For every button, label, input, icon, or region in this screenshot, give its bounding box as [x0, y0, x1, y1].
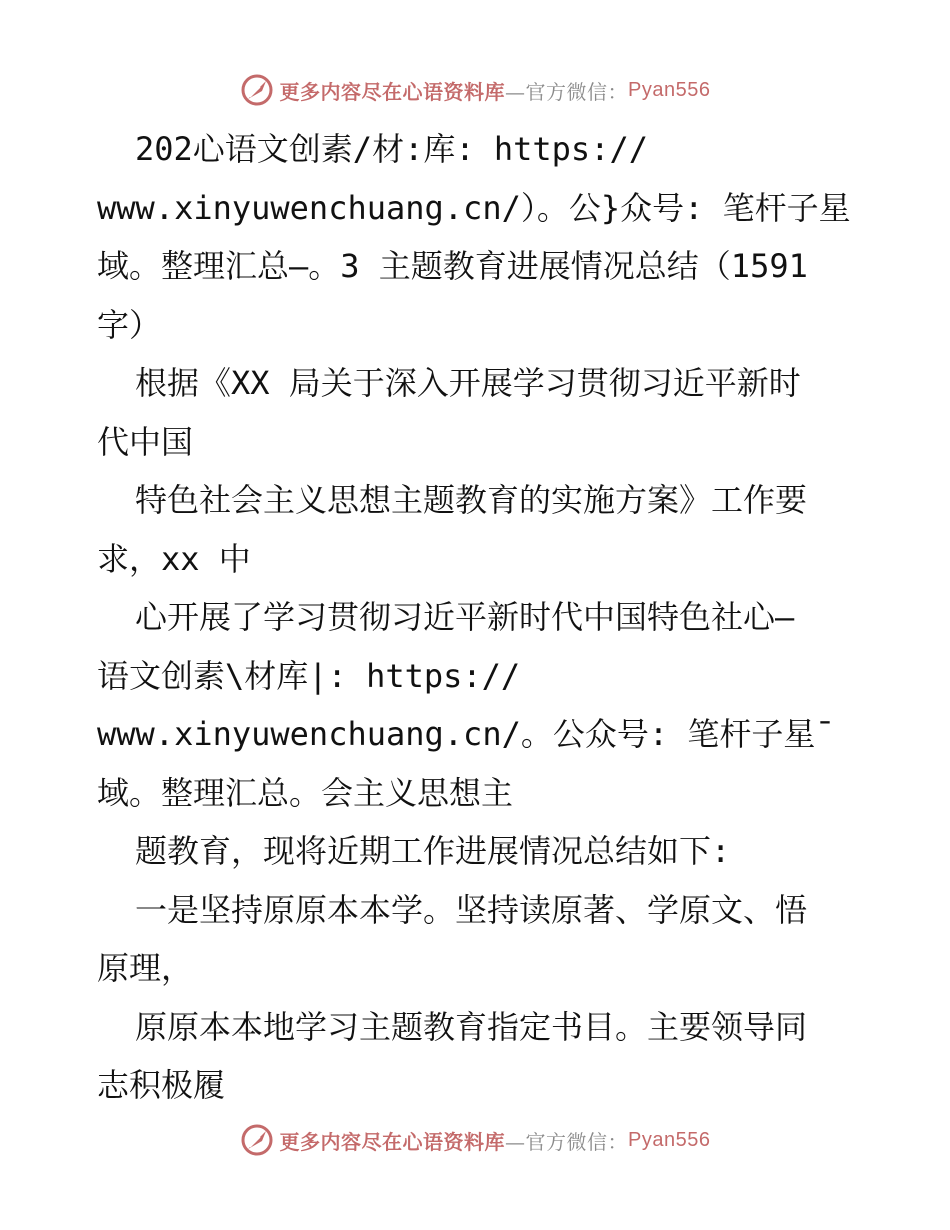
footer-banner: [0, 1120, 950, 1160]
body-line: 字）: [97, 305, 162, 344]
body-line: 语文创素\材库|: https://: [97, 656, 521, 695]
body-line: 题教育，现将近期工作进展情况总结如下:: [135, 832, 731, 870]
body-line: 求，xx 中: [97, 539, 251, 578]
body-line: 202心语文创素/材:库: https://: [135, 130, 648, 168]
quill-logo-icon: [240, 1123, 274, 1157]
footer-banner-text: [280, 1126, 711, 1155]
body-line: 志积极履: [97, 1066, 226, 1104]
document-body: [97, 120, 857, 1115]
body-line: 原原本本地学习主题教育指定书目。主要领导同: [135, 1007, 808, 1046]
body-line: 域。整理汇总。会主义思想主: [97, 773, 514, 812]
body-line: www.xinyuwenchuang.cn/。公众号: 笔杆子星¯: [97, 715, 835, 753]
footer-banner-sub: —官方微信：: [505, 1129, 629, 1154]
body-line: 心开展了学习贯彻习近平新时代中国特色社心—: [135, 598, 795, 636]
header-banner-text: [280, 76, 711, 105]
header-banner-sub: —官方微信：: [505, 79, 629, 104]
body-line: 特色社会主义思想主题教育的实施方案》工作要: [135, 481, 808, 519]
footer-banner-wechat-id: Pyan556: [628, 1128, 711, 1151]
header-banner: [0, 70, 950, 110]
body-line: 原理，: [97, 949, 194, 987]
body-line: 根据《XX 局关于深入开展学习贯彻习近平新时: [135, 364, 801, 402]
header-banner-main: 更多内容尽在心语资料库: [279, 79, 506, 104]
body-line: 代中国: [97, 422, 194, 461]
body-line: 一是坚持原原本本学。坚持读原著、学原文、悟: [135, 890, 808, 929]
quill-logo-icon: [240, 73, 274, 107]
footer-banner-main: 更多内容尽在心语资料库: [279, 1129, 506, 1154]
body-line: 域。整理汇总—。3 主题教育进展情况总结（1591: [97, 247, 808, 285]
header-banner-wechat-id: Pyan556: [628, 78, 711, 101]
body-line: www.xinyuwenchuang.cn/）。公}众号: 笔杆子星: [97, 188, 851, 227]
